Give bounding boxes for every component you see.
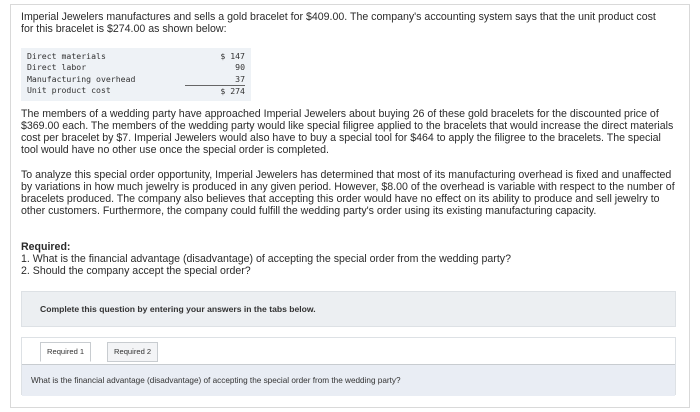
required-question-2: 2. Should the company accept the special order?	[21, 265, 251, 277]
cost-label: Unit product cost	[27, 85, 111, 96]
cost-row-manufacturing-overhead	[27, 74, 245, 85]
wedding-party-paragraph: The members of a wedding party have approached Imperial Jewelers about buying 26 of these gold bracelets for the discounted price of $369.00 each. The members of the wedding party would like special filigree applied to the bracelets that would increase the direct materials cost per bracelet by $7. Imperial Jewelers would also have to buy a special tool for $464 to apply the filigree to the bracelets. The special tool would have no other use once the special order is completed.	[21, 108, 674, 156]
cost-value: $ 147	[220, 51, 245, 61]
instruction-text: Complete this question by entering your answers in the tabs below.	[40, 304, 316, 314]
unit-cost-table	[21, 48, 251, 101]
intro-text: Imperial Jewelers manufactures and sells a gold bracelet for $409.00. The company's accounting system says that the unit product cost for this bracelet is $274.00 as shown below:	[21, 11, 656, 35]
cost-row-direct-labor	[27, 62, 245, 73]
required-heading: Required:	[21, 241, 71, 253]
tab-required-1[interactable]: Required 1	[40, 342, 91, 362]
active-question-bar	[22, 364, 675, 396]
cost-value: 90	[235, 62, 245, 73]
cost-row-unit-product-cost	[27, 85, 245, 96]
cost-value: 37	[235, 73, 245, 84]
instruction-banner	[21, 291, 676, 327]
cost-row-direct-materials	[27, 51, 245, 62]
analysis-paragraph: To analyze this special order opportunity, Imperial Jewelers has determined that most of its manufacturing overhead is fixed and unaffected by variations in how much jewelry is produced in any given period. However, $8.00 of the overhead is variable with respect to the number of bracelets produced. The company also believes that accepting this order would have no effect on its ability to produce and sell jewelry to other customers. Furthermore, the company could fulfill the wedding party's order using its existing manufacturing capacity.	[21, 169, 675, 217]
cost-label: Direct labor	[27, 62, 87, 73]
question-panel	[10, 4, 690, 408]
required-question-1: 1. What is the financial advantage (disadvantage) of accepting the special order from the wedding party?	[21, 253, 511, 265]
answer-tabs-area	[21, 337, 676, 395]
cost-value: $ 274	[185, 85, 245, 96]
active-question-text: What is the financial advantage (disadvantage) of accepting the special order from the wedding party?	[31, 376, 401, 385]
cost-label: Manufacturing overhead	[27, 73, 136, 84]
cost-label: Direct materials	[27, 51, 106, 61]
tab-required-2[interactable]: Required 2	[107, 342, 158, 362]
